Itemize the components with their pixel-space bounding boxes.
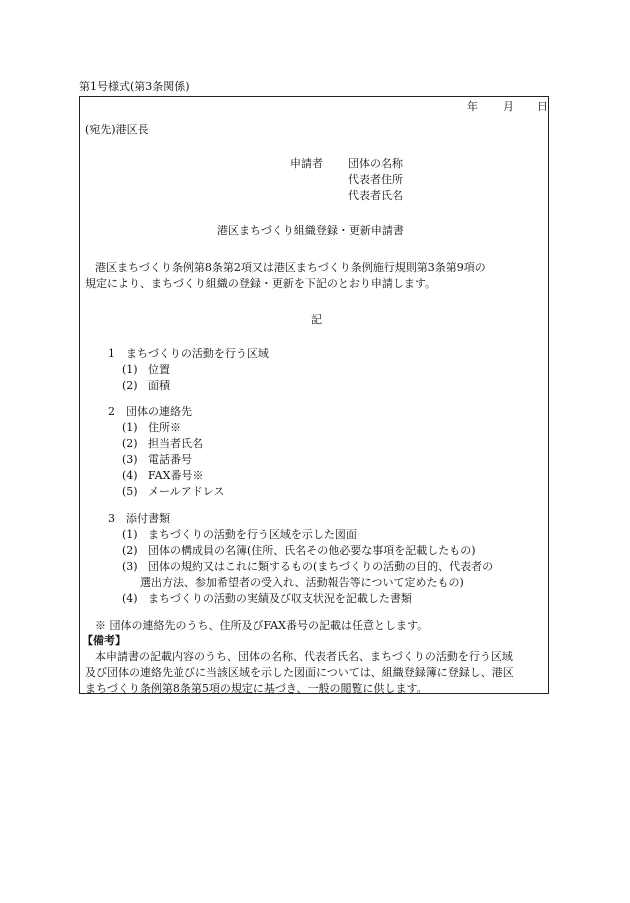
section-3-heading: 3 添付書類 bbox=[108, 512, 170, 525]
list-item-number: (1) bbox=[122, 421, 138, 434]
document-title: 港区まちづくり組織登録・更新申請書 bbox=[217, 224, 404, 237]
ki-heading: 記 bbox=[311, 313, 322, 326]
list-item: まちづくりの活動の実績及び収支状況を記載した書類 bbox=[148, 592, 412, 605]
remarks-line-3: まちづくり条例第8条第5項の規定に基づき、一般の閲覧に供します。 bbox=[85, 682, 428, 695]
list-item: 面積 bbox=[148, 379, 170, 392]
list-item: 団体の構成員の名簿(住所、氏名その他必要な事項を記載したもの) bbox=[148, 544, 476, 557]
section-1-heading: 1 まちづくりの活動を行う区域 bbox=[108, 347, 269, 360]
applicant-org-name: 団体の名称 bbox=[348, 157, 403, 170]
list-item-number: (1) bbox=[122, 528, 138, 541]
body-text-line-2: 規定により、まちづくり組織の登録・更新を下記のとおり申請します。 bbox=[85, 277, 437, 290]
list-item-number: (2) bbox=[122, 379, 138, 392]
list-item-number: (4) bbox=[122, 592, 138, 605]
list-item-number: (2) bbox=[122, 437, 138, 450]
date-year: 年 bbox=[467, 100, 478, 113]
list-item: 電話番号 bbox=[148, 453, 192, 466]
list-item: メールアドレス bbox=[148, 485, 225, 498]
addressee: (宛先)港区長 bbox=[85, 123, 149, 136]
body-text-line-1: 港区まちづくり条例第8条第2項又は港区まちづくり条例施行規則第3条第9項の bbox=[95, 261, 486, 274]
list-item: 担当者氏名 bbox=[148, 437, 203, 450]
applicant-rep-name: 代表者氏名 bbox=[348, 189, 403, 202]
application-form bbox=[79, 96, 549, 694]
date-month: 月 bbox=[503, 100, 514, 113]
section-2-heading: 2 団体の連絡先 bbox=[108, 405, 192, 418]
list-item: 位置 bbox=[148, 363, 170, 376]
applicant-rep-address: 代表者住所 bbox=[348, 173, 403, 186]
remarks-line-1: 本申請書の記載内容のうち、団体の名称、代表者氏名、まちづくりの活動を行う区域 bbox=[95, 650, 513, 663]
list-item: 団体の規約又はこれに類するもの(まちづくりの活動の目的、代表者の bbox=[148, 560, 494, 573]
list-item-number: (1) bbox=[122, 363, 138, 376]
remarks-line-2: 及び団体の連絡先並びに当該区域を示した図面については、組織登録簿に登録し、港区 bbox=[85, 666, 514, 679]
form-number: 第1号様式(第3条関係) bbox=[79, 80, 190, 93]
list-item: 住所※ bbox=[148, 421, 181, 434]
list-item: FAX番号※ bbox=[148, 469, 204, 482]
remarks-heading: 【備考】 bbox=[82, 634, 126, 647]
list-item-number: (2) bbox=[122, 544, 138, 557]
date-day: 日 bbox=[537, 100, 548, 113]
applicant-label: 申請者 bbox=[290, 157, 323, 170]
list-item-number: (3) bbox=[122, 453, 138, 466]
list-item-number: (5) bbox=[122, 485, 138, 498]
list-item-number: (3) bbox=[122, 560, 138, 573]
optional-note: ※ 団体の連絡先のうち、住所及びFAX番号の記載は任意とします。 bbox=[95, 619, 429, 632]
list-item-number: (4) bbox=[122, 469, 138, 482]
list-item: まちづくりの活動を行う区域を示した図面 bbox=[148, 528, 357, 541]
list-item-continuation: 選出方法、参加希望者の受入れ、活動報告等について定めたもの) bbox=[140, 576, 464, 589]
